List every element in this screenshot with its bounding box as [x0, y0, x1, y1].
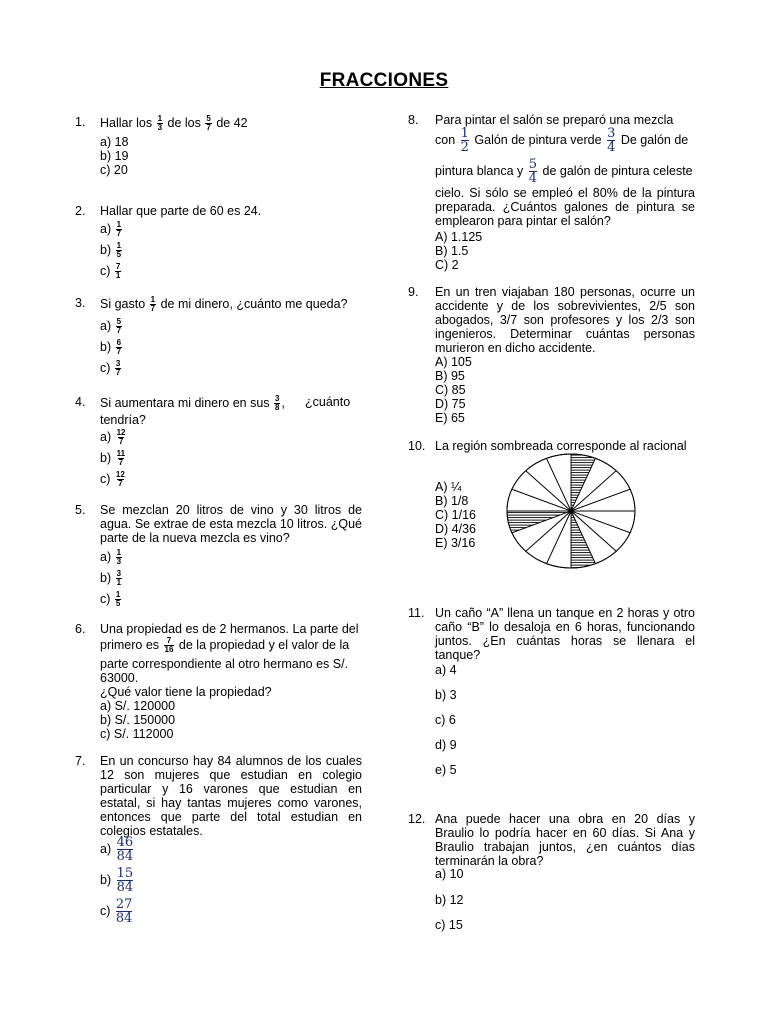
option-c: C) 2	[435, 258, 459, 272]
fraction: $\frac{5}{4}$	[528, 157, 538, 186]
fraction: $\frac{5}{7}$	[206, 114, 211, 132]
question-number: 9.	[408, 285, 419, 299]
fraction: $\frac{1}{7}$	[150, 295, 156, 313]
fraction: $\frac{7}{16}$	[164, 636, 174, 654]
option-a: a) 10	[435, 867, 464, 881]
fraction: $\frac{3}{7}$	[115, 359, 121, 377]
fraction: $\frac{1}{2}$	[460, 126, 469, 155]
option-d: d) 9	[435, 738, 457, 752]
question-stem-line: Para pintar el salón se preparó una mezcla	[435, 113, 674, 127]
fraction: $\frac{6}{7}$	[116, 338, 122, 356]
question-stem: En un tren viajaban 180 personas, ocurre un accidente y de los sobrevivientes, 2/5 son abogados, 3/7 son profesores y los 2/3 son ingenieros. Determinar cuántas personas murieron en dicho accidente.	[435, 285, 695, 355]
fraction: $\frac{1}{7}$	[116, 220, 122, 238]
option-a: A) 105	[435, 355, 472, 369]
fraction: $\frac{12}{7}$	[115, 470, 125, 488]
question-stem-line: tendría?	[100, 413, 146, 427]
option-c: c) 20	[100, 163, 128, 177]
option-b: b) 19	[100, 149, 129, 163]
option-a: a) S/. 120000	[100, 699, 176, 713]
option-c: C) 1/16	[435, 508, 476, 522]
option-a: a) $\frac{12}{7}$	[100, 428, 126, 446]
option-a: a) $\frac{5}{7}$	[100, 317, 122, 335]
question-number: 8.	[408, 113, 419, 127]
question-number: 12.	[408, 812, 426, 826]
question-stem-line: Una propiedad es de 2 hermanos. La parte del	[100, 622, 359, 636]
option-c: c) 15	[435, 918, 463, 932]
question-stem: La región sombreada corresponde al racional	[435, 439, 687, 453]
sectored-circle-diagram	[505, 452, 637, 570]
option-b: b) S/. 150000	[100, 713, 176, 727]
fraction: $\frac{27}{84}$	[115, 897, 133, 926]
option-a: a) 4	[435, 663, 457, 677]
question-number: 7.	[75, 754, 86, 768]
fraction: $\frac{46}{84}$	[116, 835, 134, 864]
fraction: $\frac{5}{7}$	[116, 317, 122, 335]
question-stem-line: 63000.	[100, 671, 139, 685]
option-c: c) $\frac{7}{1}$	[100, 262, 121, 280]
option-b: b) $\frac{1}{5}$	[100, 241, 122, 259]
question-stem-line: parte correspondiente al otro hermano es S/.	[100, 657, 349, 671]
option-b: b) $\frac{15}{84}$	[100, 866, 134, 895]
option-d: D) 75	[435, 397, 466, 411]
option-c: c) $\frac{27}{84}$	[100, 897, 133, 926]
question-stem: Se mezclan 20 litros de vino y 30 litros de agua. Se extrae de esta mezcla 10 litros. ¿Qué parte de la nueva mezcla es vino?	[100, 503, 362, 545]
option-c: c) $\frac{12}{7}$	[100, 470, 125, 488]
option-b: b) $\frac{11}{7}$	[100, 449, 126, 467]
option-a: a) 18	[100, 135, 129, 149]
option-c: c) S/. 112000	[100, 727, 174, 741]
option-e: E) 3/16	[435, 536, 476, 550]
fraction: $\frac{3}{1}$	[116, 569, 122, 587]
question-stem-rest: cielo. Si sólo se empleó el 80% de la pintura preparada. ¿Cuántos galones de pintura se emplearon para pintar el salón?	[435, 186, 695, 228]
question-stem-line: con $\frac{1}{2}$ Galón de pintura verde $\frac{3}{4}$ De galón de	[435, 126, 689, 155]
question-stem: Si gasto $\frac{1}{7}$ de mi dinero, ¿cuánto me queda?	[100, 295, 348, 313]
option-e: E) 65	[435, 411, 465, 425]
question-number: 6.	[75, 622, 86, 636]
option-c: c) 6	[435, 713, 456, 727]
option-a: a) $\frac{1}{7}$	[100, 220, 122, 238]
question-stem: Hallar que parte de 60 es 24.	[100, 204, 262, 218]
option-a: a) $\frac{1}{3}$	[100, 548, 122, 566]
option-a: a) $\frac{46}{84}$	[100, 835, 134, 864]
question-stem-line: primero es $\frac{7}{16}$ de la propiedad y el valor de la	[100, 636, 350, 654]
fraction: $\frac{12}{7}$	[116, 428, 126, 446]
option-a: A) ¼	[435, 480, 462, 494]
question-stem: En un concurso hay 84 alumnos de los cuales 12 son mujeres que estudian en colegio particular y 16 varones que estudian en estatal, si hay tantas mujeres como varones, entonces que parte del total estudian en colegios estatales.	[100, 754, 362, 838]
option-e: e) 5	[435, 763, 457, 777]
question-number: 11.	[408, 606, 425, 620]
question-stem: Hallar los $\frac{1}{3}$ de los $\frac{5}{7}$ de 42	[100, 114, 248, 132]
page-title: FRACCIONES	[319, 70, 449, 91]
fraction: $\frac{11}{7}$	[116, 449, 126, 467]
fraction: $\frac{15}{84}$	[116, 866, 134, 895]
fraction: $\frac{7}{1}$	[115, 262, 121, 280]
question-number: 4.	[75, 395, 86, 409]
option-c: C) 85	[435, 383, 466, 397]
question-stem-line: Si aumentara mi dinero en sus $\frac{3}{8}$ ,	[100, 394, 285, 412]
fraction: $\frac{1}{3}$	[116, 548, 122, 566]
fraction: $\frac{1}{5}$	[115, 590, 121, 608]
option-b: b) $\frac{6}{7}$	[100, 338, 122, 356]
option-b: B) 1.5	[435, 244, 469, 258]
option-b: B) 1/8	[435, 494, 469, 508]
option-c: c) $\frac{1}{5}$	[100, 590, 121, 608]
option-b: B) 95	[435, 369, 465, 383]
fraction: $\frac{3}{4}$	[607, 126, 616, 155]
question-number: 5.	[75, 503, 86, 517]
fraction: $\frac{1}{5}$	[116, 241, 122, 259]
question-stem-line: ¿Qué valor tiene la propiedad?	[100, 685, 272, 699]
question-stem-line: pintura blanca y $\frac{5}{4}$ de galón de pintura celeste	[435, 157, 693, 186]
option-a: A) 1.125	[435, 230, 483, 244]
option-b: b) 12	[435, 893, 464, 907]
question-stem-word: ¿cuánto	[305, 395, 351, 409]
question-number: 3.	[75, 296, 86, 310]
option-b: b) 3	[435, 688, 457, 702]
question-stem: Un caño “A” llena un tanque en 2 horas y otro caño “B” lo desaloja en 6 horas, funcionando juntos. ¿En cuántas horas se llenara el tanque?	[435, 606, 695, 662]
question-number: 2.	[75, 204, 86, 218]
option-b: b) $\frac{3}{1}$	[100, 569, 122, 587]
question-number: 10.	[408, 439, 426, 453]
option-d: D) 4/36	[435, 522, 476, 536]
option-c: c) $\frac{3}{7}$	[100, 359, 121, 377]
question-stem: Ana puede hacer una obra en 20 días y Braulio lo podría hacer en 60 días. Si Ana y Braulio trabajan juntos, ¿en cuántos días terminarán la obra?	[435, 812, 695, 868]
fraction: $\frac{3}{8}$	[275, 394, 280, 412]
question-number: 1.	[75, 115, 86, 129]
fraction: $\frac{1}{3}$	[157, 114, 163, 132]
